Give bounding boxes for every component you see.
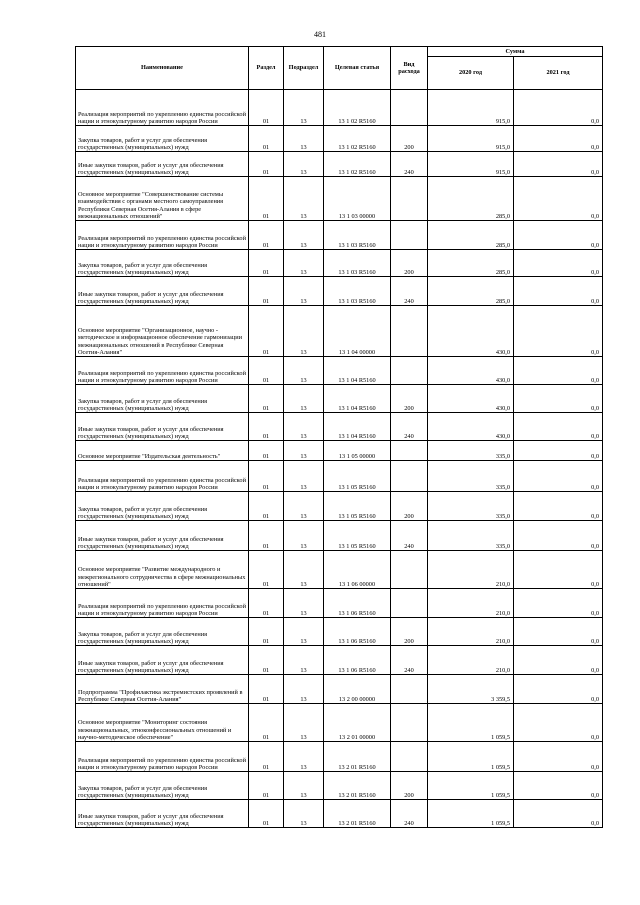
cell-expense-type: 240: [391, 277, 428, 306]
cell-sum-2021: 0,0: [514, 551, 603, 589]
cell-sum-2021: 0,0: [514, 618, 603, 646]
cell-sum-2020: 1 059,5: [428, 800, 514, 828]
cell-name: Закупка товаров, работ и услуг для обеспечения государственных (муниципальных) нужд: [76, 618, 249, 646]
cell-expense-type: 240: [391, 800, 428, 828]
cell-subsection: 13: [284, 675, 324, 704]
cell-target-item: 13 1 04 00000: [324, 306, 391, 357]
cell-sum-2020: 335,0: [428, 461, 514, 492]
cell-subsection: 13: [284, 90, 324, 126]
table-row: [76, 800, 603, 828]
table-row: [76, 385, 603, 413]
cell-name: Основное мероприятие "Организационное, научно - методическое и информационное обеспечение гармонизации межнациональных отношений в Республике Северная Осетия-Алания": [76, 306, 249, 357]
cell-name: Закупка товаров, работ и услуг для обеспечения государственных (муниципальных) нужд: [76, 250, 249, 277]
cell-target-item: 13 1 04 R5160: [324, 413, 391, 441]
cell-sum-2020: 915,0: [428, 126, 514, 152]
cell-expense-type: 200: [391, 492, 428, 521]
header-section: Раздел: [249, 47, 284, 90]
cell-expense-type: [391, 221, 428, 250]
header-name: Наименование: [76, 47, 249, 90]
cell-expense-type: [391, 441, 428, 461]
cell-target-item: 13 1 06 R5160: [324, 589, 391, 618]
cell-subsection: 13: [284, 800, 324, 828]
cell-sum-2020: 210,0: [428, 589, 514, 618]
cell-expense-type: [391, 589, 428, 618]
cell-sum-2021: 0,0: [514, 152, 603, 177]
table-row: [76, 675, 603, 704]
table-row: [76, 618, 603, 646]
table-row: [76, 551, 603, 589]
table-row: [76, 221, 603, 250]
cell-sum-2020: 3 359,5: [428, 675, 514, 704]
cell-sum-2020: 915,0: [428, 90, 514, 126]
cell-expense-type: 240: [391, 152, 428, 177]
cell-expense-type: [391, 177, 428, 221]
cell-sum-2021: 0,0: [514, 589, 603, 618]
cell-target-item: 13 1 06 00000: [324, 551, 391, 589]
cell-subsection: 13: [284, 221, 324, 250]
cell-expense-type: 200: [391, 126, 428, 152]
cell-name: Реализация мероприятий по укреплению единства российской нации и этнокультурному развитию народов России: [76, 589, 249, 618]
table-row: [76, 646, 603, 675]
cell-subsection: 13: [284, 152, 324, 177]
cell-sum-2020: 335,0: [428, 492, 514, 521]
cell-section: 01: [249, 551, 284, 589]
cell-target-item: 13 1 05 R5160: [324, 461, 391, 492]
cell-sum-2020: 285,0: [428, 250, 514, 277]
budget-table: [75, 46, 603, 828]
cell-section: 01: [249, 772, 284, 800]
cell-name: Иные закупки товаров, работ и услуг для обеспечения государственных (муниципальных) нужд: [76, 152, 249, 177]
cell-subsection: 13: [284, 461, 324, 492]
cell-target-item: 13 1 03 R5160: [324, 250, 391, 277]
cell-sum-2021: 0,0: [514, 277, 603, 306]
cell-section: 01: [249, 589, 284, 618]
cell-sum-2020: 285,0: [428, 177, 514, 221]
cell-target-item: 13 1 02 R5160: [324, 90, 391, 126]
cell-subsection: 13: [284, 521, 324, 551]
cell-sum-2021: 0,0: [514, 357, 603, 385]
table-row: [76, 357, 603, 385]
cell-name: Закупка товаров, работ и услуг для обеспечения государственных (муниципальных) нужд: [76, 492, 249, 521]
cell-section: 01: [249, 646, 284, 675]
cell-sum-2020: 1 059,5: [428, 772, 514, 800]
cell-expense-type: [391, 551, 428, 589]
cell-section: 01: [249, 800, 284, 828]
cell-section: 01: [249, 306, 284, 357]
cell-expense-type: 200: [391, 385, 428, 413]
cell-expense-type: [391, 742, 428, 772]
cell-sum-2021: 0,0: [514, 646, 603, 675]
cell-sum-2020: 1 059,5: [428, 742, 514, 772]
table-row: [76, 177, 603, 221]
cell-expense-type: 240: [391, 646, 428, 675]
cell-sum-2021: 0,0: [514, 772, 603, 800]
cell-target-item: 13 2 01 00000: [324, 704, 391, 742]
cell-name: Закупка товаров, работ и услуг для обеспечения государственных (муниципальных) нужд: [76, 126, 249, 152]
table-row: [76, 461, 603, 492]
cell-target-item: 13 1 05 00000: [324, 441, 391, 461]
header-expense-type: Вид расхода: [391, 47, 428, 90]
page-number: 481: [314, 30, 326, 39]
cell-target-item: 13 1 06 R5160: [324, 618, 391, 646]
cell-target-item: 13 2 01 R5160: [324, 742, 391, 772]
cell-name: Основное мероприятие "Издательская деятельность": [76, 441, 249, 461]
cell-sum-2021: 0,0: [514, 461, 603, 492]
cell-section: 01: [249, 221, 284, 250]
cell-expense-type: [391, 675, 428, 704]
cell-sum-2021: 0,0: [514, 250, 603, 277]
cell-expense-type: 240: [391, 413, 428, 441]
cell-sum-2020: 1 059,5: [428, 704, 514, 742]
cell-target-item: 13 1 03 R5160: [324, 221, 391, 250]
cell-target-item: 13 1 03 R5160: [324, 277, 391, 306]
cell-name: Закупка товаров, работ и услуг для обеспечения государственных (муниципальных) нужд: [76, 772, 249, 800]
table-row: [76, 441, 603, 461]
cell-sum-2020: 915,0: [428, 152, 514, 177]
cell-expense-type: 200: [391, 250, 428, 277]
cell-name: Основное мероприятие "Развитие международного и межрегионального сотрудничества в сфере межнациональных отношений": [76, 551, 249, 589]
cell-subsection: 13: [284, 177, 324, 221]
table-row: [76, 413, 603, 441]
cell-subsection: 13: [284, 441, 324, 461]
cell-section: 01: [249, 90, 284, 126]
cell-target-item: 13 1 04 R5160: [324, 357, 391, 385]
cell-section: 01: [249, 441, 284, 461]
cell-sum-2021: 0,0: [514, 90, 603, 126]
cell-sum-2020: 335,0: [428, 521, 514, 551]
cell-sum-2020: 210,0: [428, 646, 514, 675]
cell-sum-2021: 0,0: [514, 413, 603, 441]
cell-name: Иные закупки товаров, работ и услуг для обеспечения государственных (муниципальных) нужд: [76, 800, 249, 828]
table-row: [76, 704, 603, 742]
table-body: [76, 90, 603, 828]
cell-target-item: 13 1 03 00000: [324, 177, 391, 221]
table-row: [76, 772, 603, 800]
cell-name: Реализация мероприятий по укреплению единства российской нации и этнокультурному развитию народов России: [76, 742, 249, 772]
cell-sum-2020: 210,0: [428, 618, 514, 646]
cell-sum-2020: 285,0: [428, 277, 514, 306]
cell-section: 01: [249, 277, 284, 306]
header-subsection: Подраздел: [284, 47, 324, 90]
table-row: [76, 521, 603, 551]
cell-sum-2020: 335,0: [428, 441, 514, 461]
cell-name: Основное мероприятие "Мониторинг состояния межнациональных, этноконфессиональных отношений и научно-методическое обеспечение": [76, 704, 249, 742]
cell-section: 01: [249, 177, 284, 221]
cell-subsection: 13: [284, 772, 324, 800]
cell-sum-2021: 0,0: [514, 306, 603, 357]
cell-sum-2020: 430,0: [428, 306, 514, 357]
cell-name: Иные закупки товаров, работ и услуг для обеспечения государственных (муниципальных) нужд: [76, 521, 249, 551]
table-row: [76, 90, 603, 126]
cell-name: Основное мероприятие "Совершенствование системы взаимодействия с органами местного самоуправления Республики Северная Осетия-Алания в сфере межнациональных отношений": [76, 177, 249, 221]
cell-sum-2020: 285,0: [428, 221, 514, 250]
cell-section: 01: [249, 742, 284, 772]
cell-expense-type: [391, 306, 428, 357]
header-year-2021: 2021 год: [514, 57, 603, 90]
table-row: [76, 277, 603, 306]
cell-subsection: 13: [284, 492, 324, 521]
cell-sum-2021: 0,0: [514, 521, 603, 551]
cell-sum-2020: 430,0: [428, 413, 514, 441]
cell-section: 01: [249, 675, 284, 704]
cell-subsection: 13: [284, 277, 324, 306]
cell-sum-2021: 0,0: [514, 126, 603, 152]
table-row: [76, 492, 603, 521]
cell-section: 01: [249, 492, 284, 521]
cell-section: 01: [249, 704, 284, 742]
cell-subsection: 13: [284, 250, 324, 277]
cell-section: 01: [249, 521, 284, 551]
cell-subsection: 13: [284, 413, 324, 441]
table-row: [76, 742, 603, 772]
cell-sum-2021: 0,0: [514, 441, 603, 461]
cell-name: Реализация мероприятий по укреплению единства российской нации и этнокультурному развитию народов России: [76, 357, 249, 385]
cell-expense-type: [391, 357, 428, 385]
cell-sum-2021: 0,0: [514, 675, 603, 704]
table-row: [76, 306, 603, 357]
cell-section: 01: [249, 385, 284, 413]
cell-expense-type: [391, 461, 428, 492]
cell-section: 01: [249, 461, 284, 492]
cell-name: Иные закупки товаров, работ и услуг для обеспечения государственных (муниципальных) нужд: [76, 646, 249, 675]
cell-subsection: 13: [284, 126, 324, 152]
cell-expense-type: [391, 90, 428, 126]
cell-subsection: 13: [284, 306, 324, 357]
cell-target-item: 13 1 05 R5160: [324, 521, 391, 551]
cell-target-item: 13 1 06 R5160: [324, 646, 391, 675]
header-year-2020: 2020 год: [428, 57, 514, 90]
cell-target-item: 13 2 01 R5160: [324, 800, 391, 828]
cell-section: 01: [249, 126, 284, 152]
cell-target-item: 13 1 02 R5160: [324, 126, 391, 152]
cell-sum-2021: 0,0: [514, 800, 603, 828]
header-target-item: Целевая статья: [324, 47, 391, 90]
cell-sum-2020: 430,0: [428, 357, 514, 385]
cell-section: 01: [249, 413, 284, 441]
cell-name: Закупка товаров, работ и услуг для обеспечения государственных (муниципальных) нужд: [76, 385, 249, 413]
cell-subsection: 13: [284, 618, 324, 646]
cell-target-item: 13 1 05 R5160: [324, 492, 391, 521]
cell-sum-2021: 0,0: [514, 704, 603, 742]
cell-expense-type: [391, 704, 428, 742]
cell-subsection: 13: [284, 589, 324, 618]
table-row: [76, 250, 603, 277]
cell-section: 01: [249, 152, 284, 177]
cell-name: Иные закупки товаров, работ и услуг для обеспечения государственных (муниципальных) нужд: [76, 277, 249, 306]
cell-section: 01: [249, 357, 284, 385]
cell-target-item: 13 1 04 R5160: [324, 385, 391, 413]
cell-expense-type: 200: [391, 618, 428, 646]
table-row: [76, 152, 603, 177]
cell-sum-2021: 0,0: [514, 492, 603, 521]
cell-subsection: 13: [284, 385, 324, 413]
cell-sum-2021: 0,0: [514, 221, 603, 250]
table-row: [76, 589, 603, 618]
cell-target-item: 13 1 02 R5160: [324, 152, 391, 177]
cell-target-item: 13 2 01 R5160: [324, 772, 391, 800]
cell-subsection: 13: [284, 742, 324, 772]
cell-section: 01: [249, 250, 284, 277]
cell-sum-2021: 0,0: [514, 177, 603, 221]
cell-subsection: 13: [284, 704, 324, 742]
cell-expense-type: 240: [391, 521, 428, 551]
cell-subsection: 13: [284, 551, 324, 589]
cell-name: Подпрограмма "Профилактика экстремистских проявлений в Республике Северная Осетия-Алания": [76, 675, 249, 704]
cell-subsection: 13: [284, 357, 324, 385]
header-sum: Сумма: [428, 47, 603, 57]
cell-sum-2020: 430,0: [428, 385, 514, 413]
cell-expense-type: 200: [391, 772, 428, 800]
cell-name: Иные закупки товаров, работ и услуг для обеспечения государственных (муниципальных) нужд: [76, 413, 249, 441]
cell-subsection: 13: [284, 646, 324, 675]
cell-sum-2021: 0,0: [514, 742, 603, 772]
cell-section: 01: [249, 618, 284, 646]
cell-name: Реализация мероприятий по укреплению единства российской нации и этнокультурному развитию народов России: [76, 221, 249, 250]
cell-sum-2020: 210,0: [428, 551, 514, 589]
cell-target-item: 13 2 00 00000: [324, 675, 391, 704]
cell-sum-2021: 0,0: [514, 385, 603, 413]
cell-name: Реализация мероприятий по укреплению единства российской нации и этнокультурному развитию народов России: [76, 461, 249, 492]
table-row: [76, 126, 603, 152]
cell-name: Реализация мероприятий по укреплению единства российской нации и этнокультурному развитию народов России: [76, 90, 249, 126]
